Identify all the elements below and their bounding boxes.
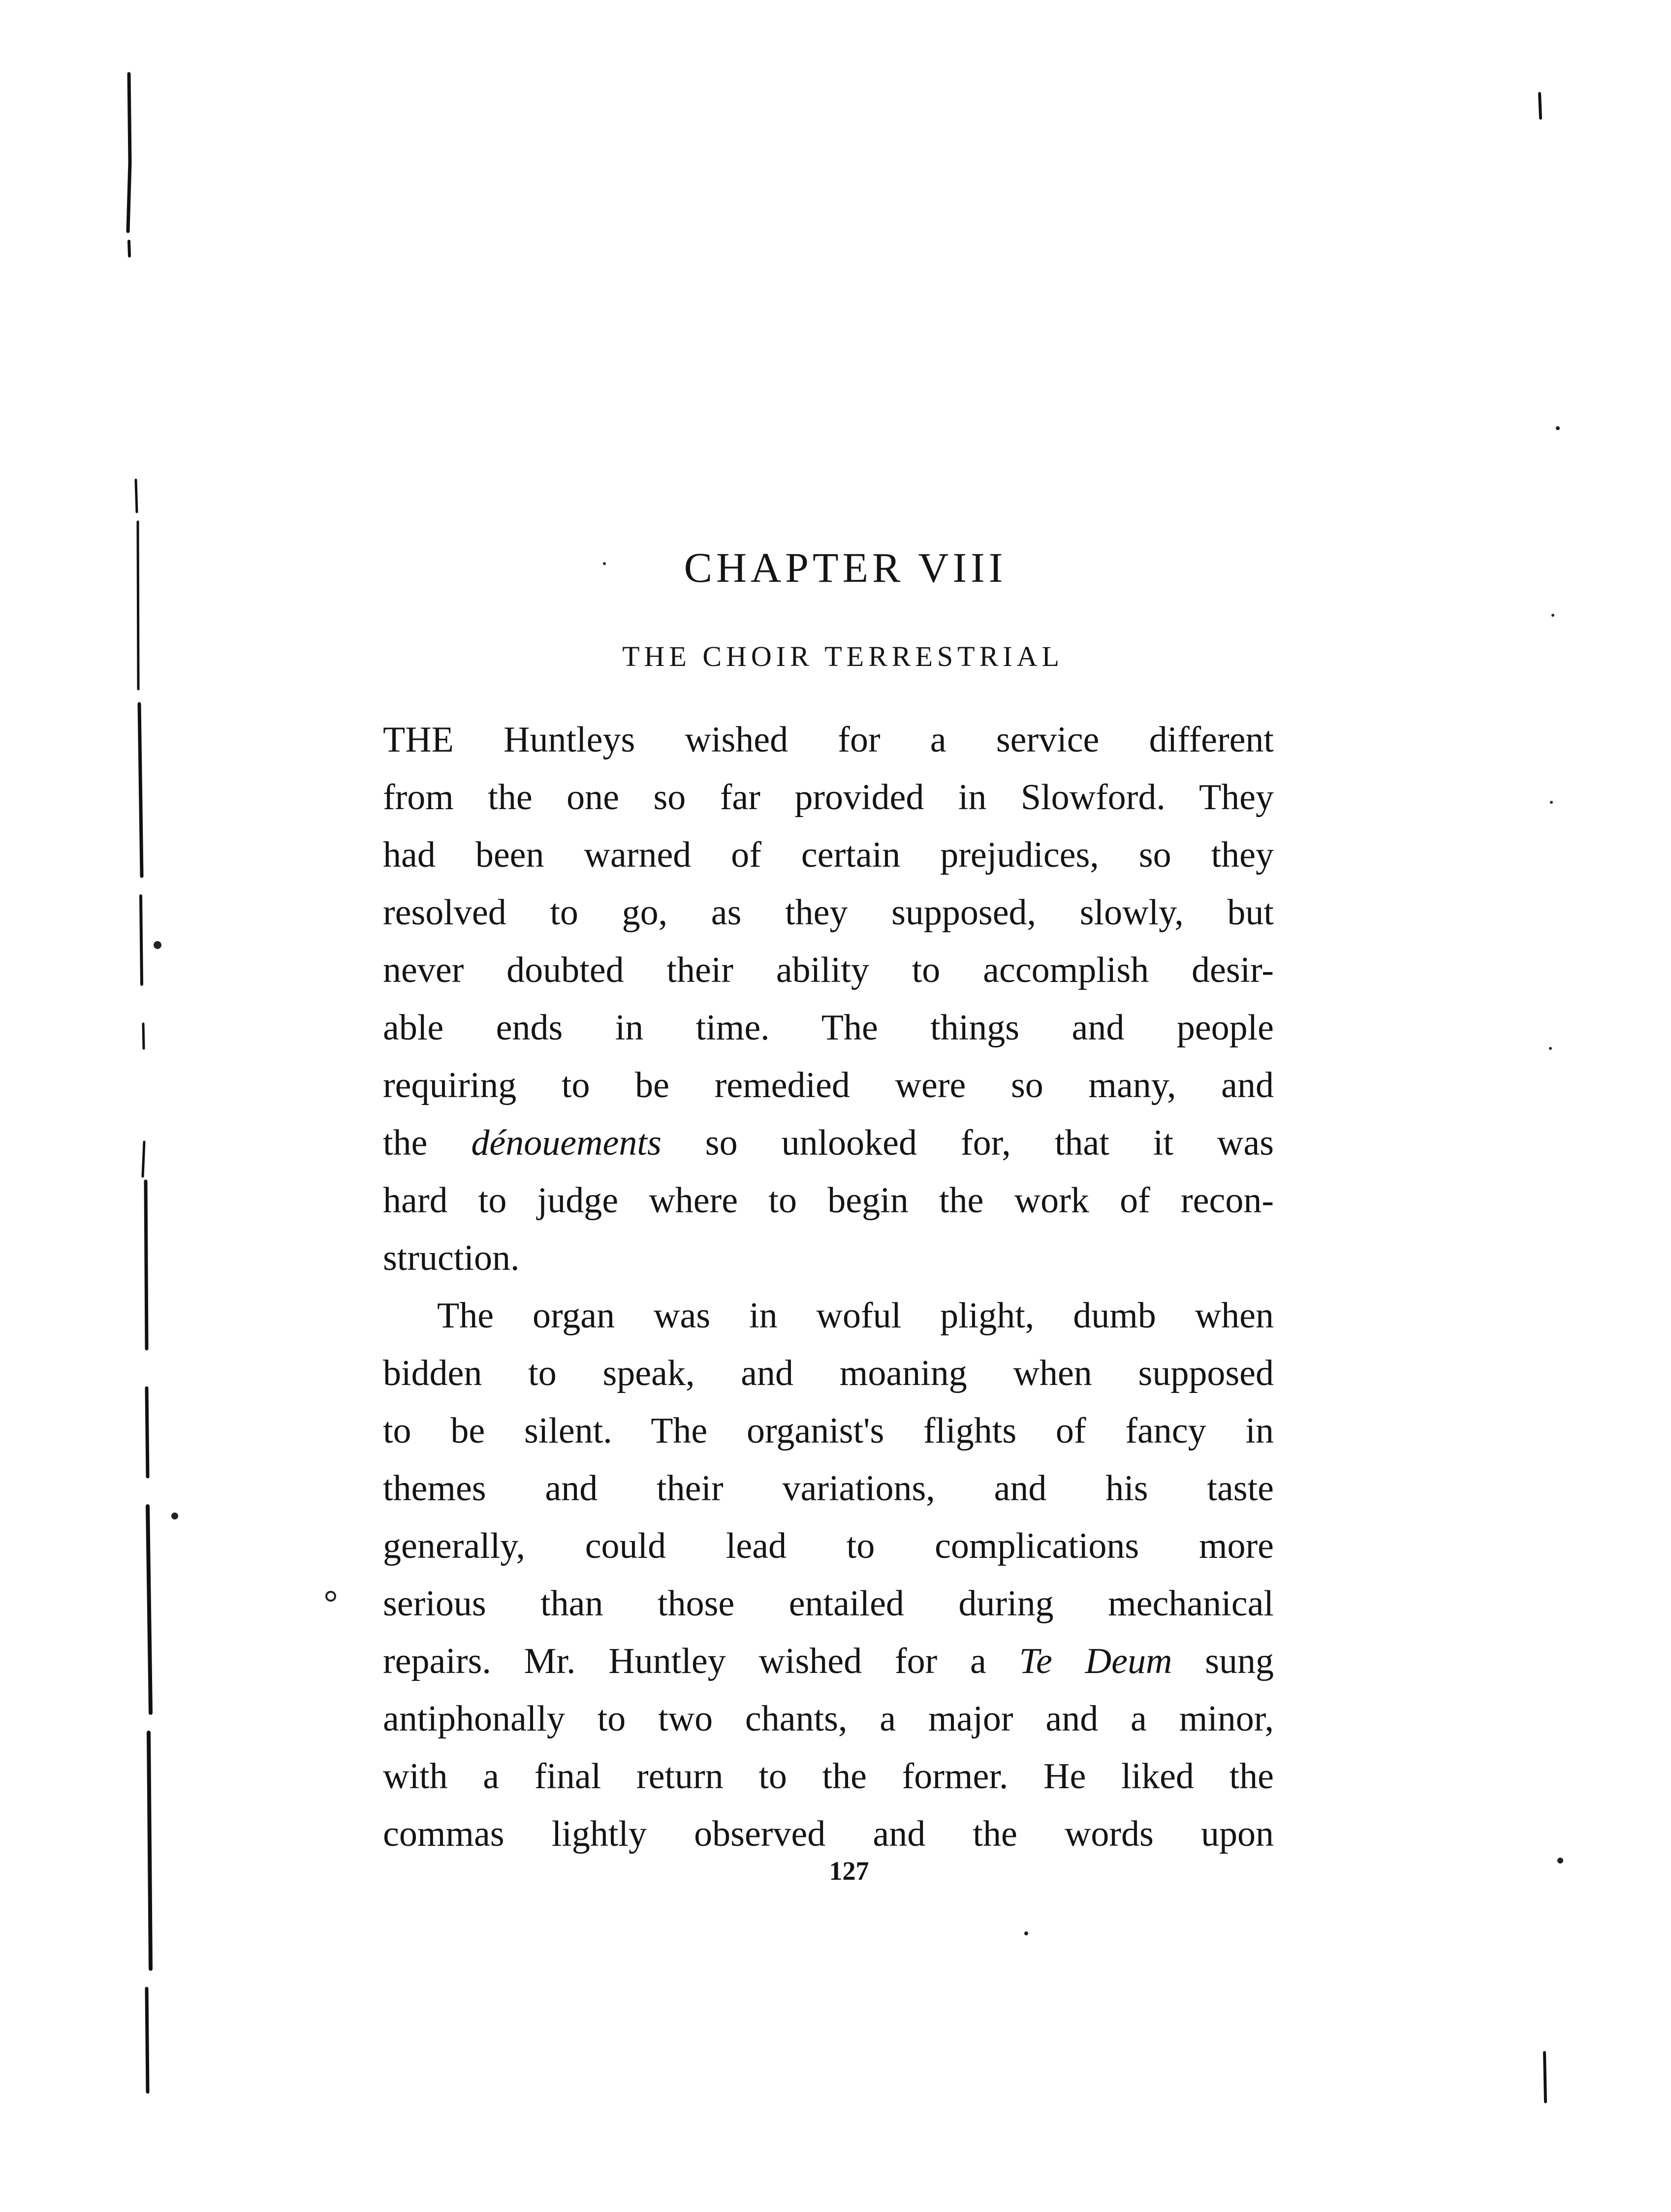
text-line: THE Huntleys wished for a service different bbox=[383, 720, 1274, 760]
text-line: antiphonally to two chants, a major and a minor, bbox=[383, 1699, 1274, 1739]
text-line: hard to judge where to begin the work of recon- bbox=[383, 1180, 1274, 1221]
text-line: The organ was in woful plight, dumb when bbox=[437, 1296, 1274, 1336]
body-text bbox=[383, 711, 1274, 1863]
chapter-title: CHAPTER VIII bbox=[684, 544, 1007, 591]
text-line: serious than those entailed during mechanical bbox=[383, 1583, 1274, 1624]
text-line: to be silent. The organist's flights of fancy in bbox=[383, 1411, 1274, 1451]
italic-term: dénouements bbox=[471, 1123, 662, 1163]
text-line: never doubted their ability to accomplish desir- bbox=[383, 950, 1274, 990]
text-line: from the one so far provided in Slowford. They bbox=[383, 777, 1274, 818]
page-number: 127 bbox=[829, 1856, 869, 1886]
text-line: requiring to be remedied were so many, and bbox=[383, 1065, 1274, 1106]
text-line: repairs. Mr. Huntley wished for a Te Deum sung bbox=[383, 1641, 1274, 1681]
text-line: able ends in time. The things and people bbox=[383, 1008, 1274, 1048]
text-line: resolved to go, as they supposed, slowly, but bbox=[383, 892, 1274, 933]
italic-term: Te Deum bbox=[1019, 1641, 1172, 1681]
text-line: generally, could lead to complications more bbox=[383, 1526, 1274, 1566]
text-line: bidden to speak, and moaning when supposed bbox=[383, 1353, 1274, 1393]
text-line: themes and their variations, and his taste bbox=[383, 1468, 1274, 1509]
chapter-subtitle: THE CHOIR TERRESTRIAL bbox=[622, 640, 1064, 672]
text-line: the dénouements so unlooked for, that it was bbox=[383, 1123, 1274, 1163]
text-line: commas lightly observed and the words upon bbox=[383, 1814, 1274, 1854]
text-line: with a final return to the former. He liked the bbox=[383, 1756, 1274, 1797]
text-line: struction. bbox=[383, 1238, 520, 1278]
text-line: had been warned of certain prejudices, so they bbox=[383, 835, 1274, 875]
